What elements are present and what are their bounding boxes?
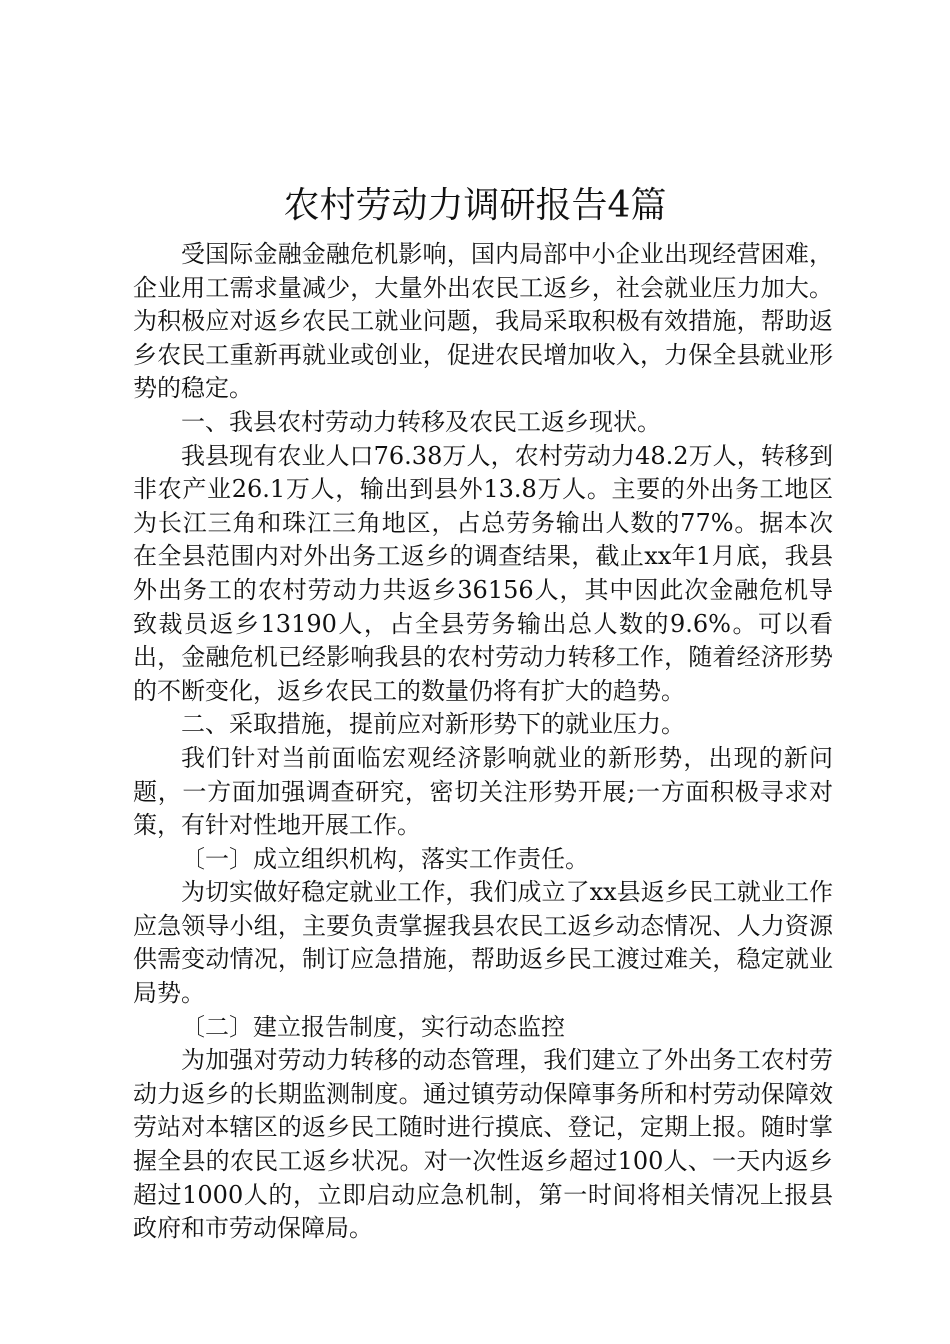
section-heading-2: 二、采取措施，提前应对新形势下的就业压力。 (181, 710, 685, 739)
document-title: 农村劳动力调研报告4篇 (283, 185, 667, 226)
paragraph-organization: 为切实做好稳定就业工作，我们成立了xx县返乡民工就业工作应急领导小组，主要负责掌握我县农民工返乡动态情况、人力资源供需变动情况，制订应急措施，帮助返乡民工渡过难关，稳定就业局势。 (133, 878, 833, 1008)
paragraph-reporting: 为加强对劳动力转移的动态管理，我们建立了外出务工农村劳动力返乡的长期监测制度。通过镇劳动保障事务所和村劳动保障效劳站对本辖区的返乡民工随时进行摸底、登记，定期上报。随时掌握全县的农民工返乡状况。对一次性返乡超过100人、一天内返乡超过1000人的，立即启动应急机制，第一时间将相关情况上报县政府和市劳动保障局。 (133, 1046, 833, 1243)
paragraph-intro: 受国际金融金融危机影响，国内局部中小企业出现经营困难，企业用工需求量减少，大量外出农民工返乡，社会就业压力加大。为积极应对返乡农民工就业问题，我局采取积极有效措施，帮助返乡农民工重新再就业或创业，促进农民增加收入，力保全县就业形势的稳定。 (133, 240, 833, 403)
subsection-heading-1: 〔一〕成立组织机构，落实工作责任。 (181, 844, 589, 873)
paragraph-measures: 我们针对当前面临宏观经济影响就业的新形势，出现的新问题，一方面加强调查研究，密切关注形势开展;一方面积极寻求对策，有针对性地开展工作。 (133, 743, 833, 840)
paragraph-status: 我县现有农业人口76.38万人，农村劳动力48.2万人，转移到非农产业26.1万人，输出到县外13.8万人。主要的外出务工地区为长江三角和珠江三角地区，占总劳务输出人数的77%。据本次在全县范围内对外出务工返乡的调查结果，截止xx年1月底，我县外出务工的农村劳动力共返乡36156人，其中因此次金融危机导致裁员返乡13190人，占全县劳务输出总人数的9.6%。可以看出，金融危机已经影响我县的农村劳动力转移工作，随着经济形势的不断变化，返乡农民工的数量仍将有扩大的趋势。 (133, 441, 833, 705)
subsection-heading-2: 〔二〕建立报告制度，实行动态监控 (181, 1012, 565, 1041)
document-body (133, 238, 833, 1246)
section-heading-1: 一、我县农村劳动力转移及农民工返乡现状。 (181, 407, 661, 436)
